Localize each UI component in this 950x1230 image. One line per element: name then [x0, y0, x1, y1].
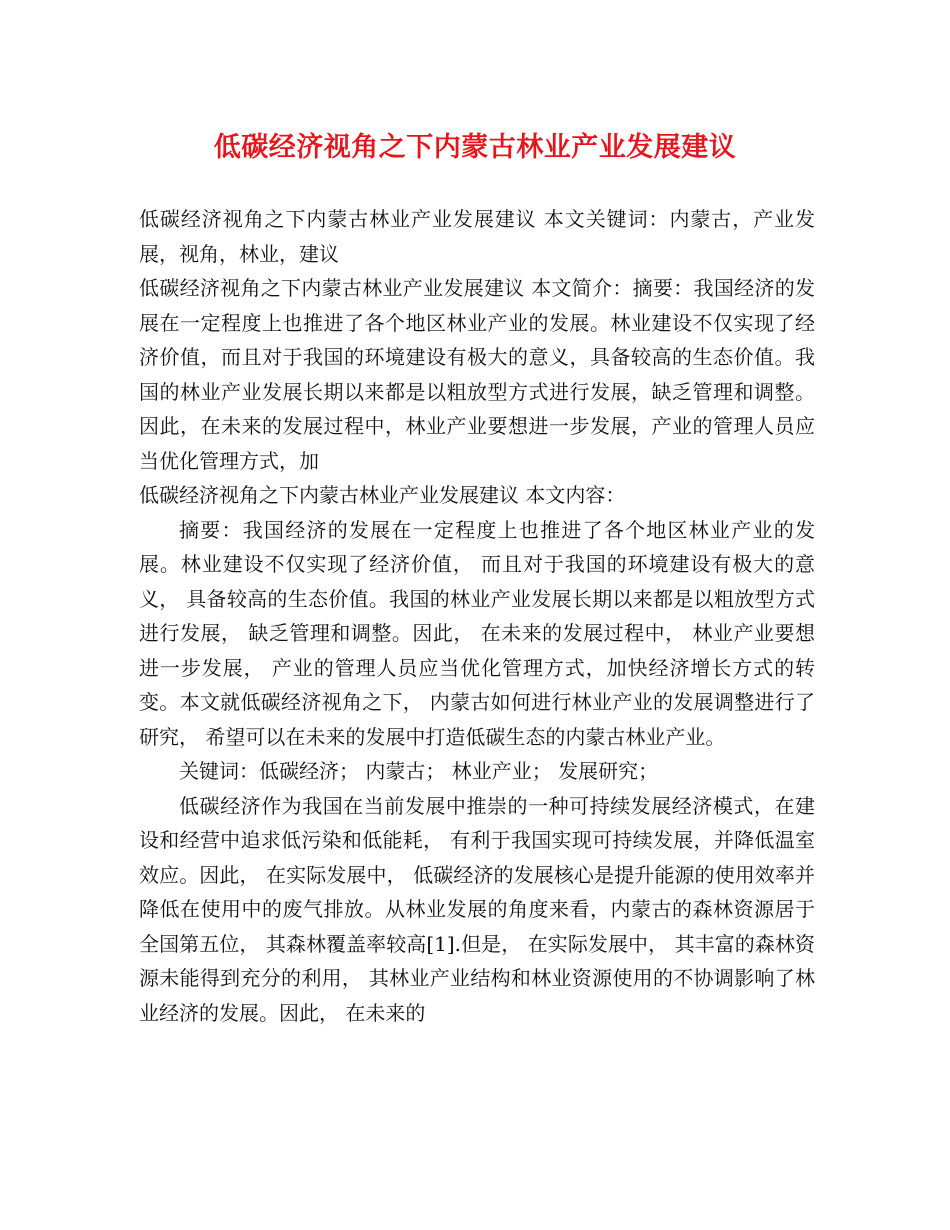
- keywords-paragraph: 关键词：低碳经济； 内蒙古； 林业产业； 发展研究；: [179, 759, 659, 783]
- keywords-summary-paragraph: 低碳经济视角之下内蒙古林业产业发展建议 本文关键词：内蒙古，产业发展，视角，林业，建议: [139, 207, 815, 266]
- document-body: [139, 202, 815, 1030]
- abstract-summary-paragraph: 低碳经济视角之下内蒙古林业产业发展建议 本文简介：摘要：我国经济的发展在一定程度上也推进了各个地区林业产业的发展。林业建设不仅实现了经济价值，而且对于我国的环境建设有极大的意义，具备较高的生态价值。我国的林业产业发展长期以来都是以粗放型方式进行发展，缺乏管理和调整。因此，在未来的发展过程中，林业产业要想进一步发展，产业的管理人员应当优化管理方式，加: [139, 276, 815, 473]
- abstract-paragraph: 摘要：我国经济的发展在一定程度上也推进了各个地区林业产业的发展。林业建设不仅实现了经济价值， 而且对于我国的环境建设有极大的意义， 具备较高的生态价值。我国的林业产业发展长期以来都是以粗放型方式进行发展， 缺乏管理和调整。因此， 在未来的发展过程中， 林业产业要想进一步发展， 产业的管理人员应当优化管理方式，加快经济增长方式的转变。本文就低碳经济视角之下， 内蒙古如何进行林业产业的发展调整进行了研究， 希望可以在未来的发展中打造低碳生态的内蒙古林业产业。: [139, 517, 815, 749]
- content-heading-paragraph: 低碳经济视角之下内蒙古林业产业发展建议 本文内容：: [139, 483, 626, 507]
- body-paragraph: 低碳经济作为我国在当前发展中推崇的一种可持续发展经济模式，在建设和经营中追求低污染和低能耗， 有利于我国实现可持续发展，并降低温室效应。因此， 在实际发展中， 低碳经济的发展核心是提升能源的使用效率并降低在使用中的废气排放。从林业发展的角度来看，内蒙古的森林资源居于全国第五位， 其森林覆盖率较高[1].但是， 在实际发展中， 其丰富的森林资源未能得到充分的利用， 其林业产业结构和林业资源使用的不协调影响了林业经济的发展。因此， 在未来的: [139, 793, 815, 1025]
- page-title: 低碳经济视角之下内蒙古林业产业发展建议: [213, 132, 737, 163]
